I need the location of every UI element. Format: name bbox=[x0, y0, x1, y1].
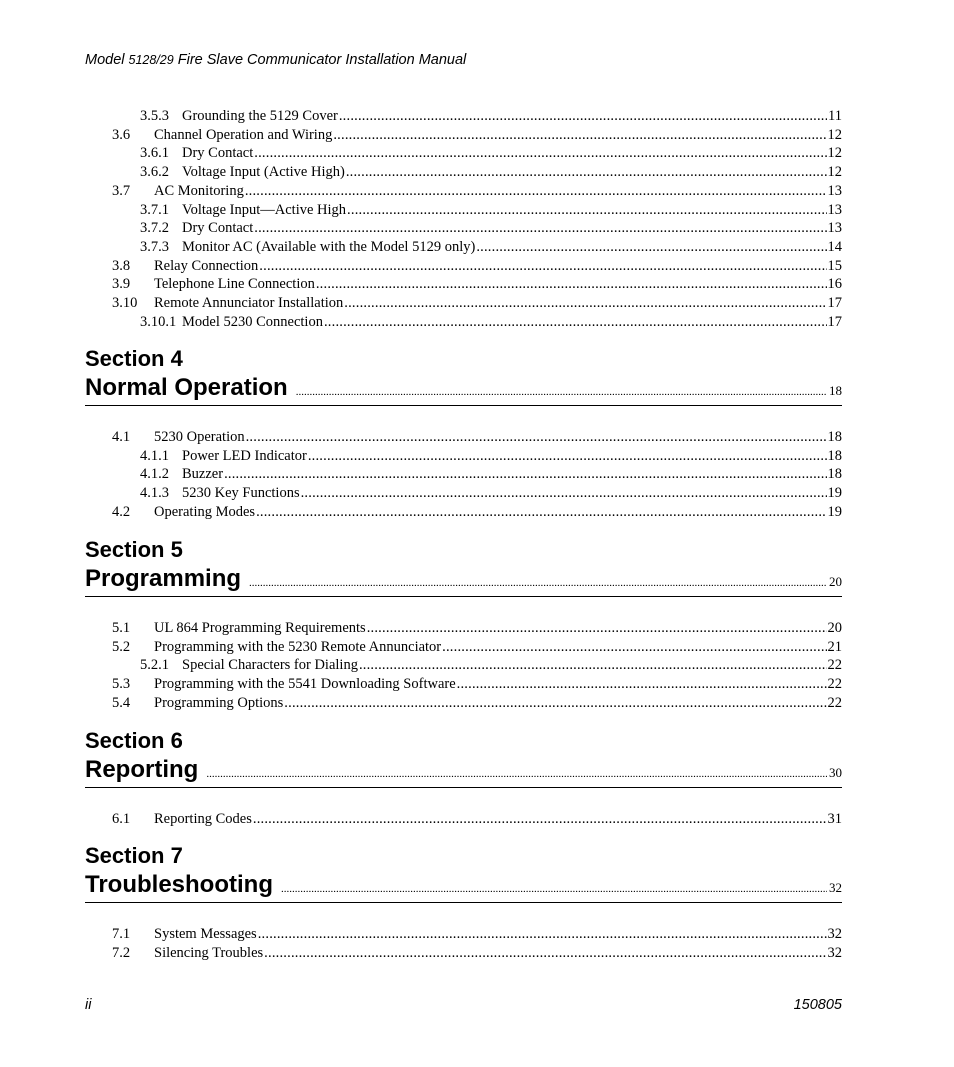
toc-entry-number: 4.1.2 bbox=[140, 466, 169, 483]
section-title: Programming bbox=[85, 565, 242, 592]
toc-entry-page: 18 bbox=[827, 447, 842, 464]
toc-entry[interactable] bbox=[112, 503, 842, 522]
toc-entry-page: 17 bbox=[827, 313, 842, 330]
dot-leader bbox=[359, 656, 827, 675]
header-title: Fire Slave Communicator Installation Manual bbox=[177, 52, 467, 68]
toc-entry-title: Monitor AC (Available with the Model 5129 only) bbox=[182, 238, 476, 255]
toc-entry[interactable] bbox=[112, 182, 842, 201]
dot-leader bbox=[259, 257, 826, 276]
toc-entry-page: 31 bbox=[827, 811, 842, 827]
toc-entry[interactable] bbox=[140, 163, 842, 182]
toc-entry-page: 18 bbox=[827, 429, 842, 445]
dot-leader bbox=[224, 465, 826, 484]
dot-leader bbox=[246, 428, 827, 447]
dot-leader bbox=[249, 568, 827, 598]
toc-entry-number: 4.1 bbox=[112, 429, 131, 445]
toc-entry-number: 3.8 bbox=[112, 257, 131, 274]
toc-entry-page: 12 bbox=[827, 164, 842, 181]
toc-entry[interactable] bbox=[140, 447, 842, 466]
toc-entry-number: 3.6.1 bbox=[140, 145, 169, 162]
dot-leader bbox=[256, 503, 826, 522]
toc-entry[interactable] bbox=[112, 428, 842, 447]
toc-entry-page: 14 bbox=[827, 238, 842, 255]
toc-entry-number: 7.1 bbox=[112, 926, 131, 942]
section-page: 20 bbox=[829, 574, 842, 589]
dot-leader bbox=[206, 759, 827, 789]
toc-entry-number: 4.1.3 bbox=[140, 485, 169, 502]
toc-entry-title: Reporting Codes bbox=[154, 811, 252, 827]
toc-entry-title: Programming with the 5230 Remote Annunciator bbox=[154, 638, 442, 655]
toc-entry-title: Programming with the 5541 Downloading Software bbox=[154, 676, 456, 693]
section-label: Section 5 bbox=[85, 537, 183, 562]
toc-entry[interactable] bbox=[112, 294, 842, 313]
toc-entry[interactable] bbox=[140, 219, 842, 238]
toc-entry-page: 19 bbox=[827, 503, 842, 520]
toc-entry-title: Operating Modes bbox=[154, 503, 256, 520]
section-page: 32 bbox=[829, 880, 842, 895]
toc-entry-number: 3.7.1 bbox=[140, 201, 169, 218]
toc-entry[interactable] bbox=[112, 810, 842, 829]
toc-entry-number: 5.4 bbox=[112, 694, 131, 711]
toc-entry-number: 3.7.3 bbox=[140, 238, 169, 255]
toc-entry-page: 32 bbox=[827, 926, 842, 942]
toc-entry-page: 20 bbox=[827, 620, 842, 636]
toc-entry-title: Special Characters for Dialing bbox=[182, 657, 358, 674]
section-page: 18 bbox=[829, 383, 842, 398]
toc-entry-title: AC Monitoring bbox=[154, 182, 244, 199]
toc-entry-page: 12 bbox=[827, 126, 842, 143]
toc-entry-page: 15 bbox=[827, 257, 842, 274]
toc-entry-title: UL 864 Programming Requirements bbox=[154, 620, 366, 636]
toc-entry-title: Power LED Indicator bbox=[182, 447, 307, 464]
dot-leader bbox=[308, 447, 827, 466]
toc-entry-title: Grounding the 5129 Cover bbox=[182, 108, 338, 124]
toc-entry-page: 13 bbox=[827, 201, 842, 218]
toc-entry[interactable] bbox=[140, 484, 842, 503]
toc-entry[interactable] bbox=[140, 144, 842, 163]
toc-entry-page: 22 bbox=[827, 676, 842, 693]
toc-entry[interactable] bbox=[112, 638, 842, 657]
toc-entry-page: 18 bbox=[827, 466, 842, 483]
toc-entry-number: 7.2 bbox=[112, 944, 131, 961]
running-header bbox=[85, 52, 466, 68]
toc-entry[interactable] bbox=[112, 925, 842, 944]
toc-entry-title: Buzzer bbox=[182, 466, 224, 483]
dot-leader bbox=[324, 313, 827, 332]
dot-leader bbox=[344, 294, 826, 313]
section-heading[interactable] bbox=[85, 842, 842, 903]
toc-entry-page: 22 bbox=[827, 694, 842, 711]
toc-entry-title: 5230 Key Functions bbox=[182, 485, 300, 502]
toc-entry-title: 5230 Operation bbox=[154, 429, 245, 445]
dot-leader bbox=[339, 107, 827, 126]
toc-entry-number: 3.5.3 bbox=[140, 108, 169, 124]
toc-entry-title: Programming Options bbox=[154, 694, 284, 711]
dot-leader bbox=[457, 675, 827, 694]
toc-entry-page: 16 bbox=[827, 276, 842, 293]
section-heading[interactable] bbox=[85, 536, 842, 597]
section-label: Section 6 bbox=[85, 728, 183, 753]
section-heading[interactable] bbox=[85, 345, 842, 406]
toc-entry-number: 4.2 bbox=[112, 503, 131, 520]
toc-entry-title: Voltage Input—Active High bbox=[182, 201, 347, 218]
toc-entry-page: 12 bbox=[827, 145, 842, 162]
toc-entry[interactable] bbox=[140, 465, 842, 484]
toc-entry-number: 3.6 bbox=[112, 126, 131, 143]
dot-leader bbox=[296, 377, 827, 407]
dot-leader bbox=[347, 201, 826, 220]
toc-entry[interactable] bbox=[112, 675, 842, 694]
toc-entry-number: 3.6.2 bbox=[140, 164, 169, 181]
toc-entry-number: 4.1.1 bbox=[140, 447, 169, 464]
toc-entry-page: 13 bbox=[827, 220, 842, 237]
dot-leader bbox=[284, 694, 826, 713]
toc-entry-page: 13 bbox=[827, 182, 842, 199]
toc-entry[interactable] bbox=[112, 275, 842, 294]
toc-entry-number: 3.10 bbox=[112, 295, 138, 311]
toc-entry-page: 17 bbox=[827, 295, 842, 311]
toc-entry[interactable] bbox=[112, 257, 842, 276]
section-page: 30 bbox=[829, 765, 842, 780]
dot-leader bbox=[258, 925, 827, 944]
dot-leader bbox=[367, 619, 827, 638]
section-label: Section 7 bbox=[85, 843, 183, 868]
dot-leader bbox=[346, 163, 827, 182]
dot-leader bbox=[476, 238, 826, 257]
dot-leader bbox=[254, 144, 826, 163]
toc-entry-title: Dry Contact bbox=[182, 145, 254, 162]
toc-entry[interactable] bbox=[112, 619, 842, 638]
toc-entry-title: Dry Contact bbox=[182, 220, 254, 237]
toc-entry-number: 5.2 bbox=[112, 638, 131, 655]
dot-leader bbox=[442, 638, 826, 657]
toc-entry[interactable] bbox=[112, 126, 842, 145]
section-label: Section 4 bbox=[85, 346, 183, 371]
dot-leader bbox=[245, 182, 827, 201]
toc-entry-number: 3.10.1 bbox=[140, 313, 177, 330]
dot-leader bbox=[301, 484, 827, 503]
toc-entry-title: Voltage Input (Active High) bbox=[182, 164, 345, 181]
toc-entry-page: 19 bbox=[827, 485, 842, 502]
toc-entry-number: 3.9 bbox=[112, 276, 131, 293]
toc-entry-title: Channel Operation and Wiring bbox=[154, 126, 333, 143]
toc-entry-title: Telephone Line Connection bbox=[154, 276, 315, 293]
toc-entry[interactable] bbox=[140, 313, 842, 332]
section-title: Reporting bbox=[85, 756, 199, 783]
toc-entry-number: 3.7 bbox=[112, 182, 131, 199]
toc-entry[interactable] bbox=[140, 201, 842, 220]
toc-entry-page: 22 bbox=[827, 657, 842, 674]
section-title: Troubleshooting bbox=[85, 871, 273, 898]
toc-entry-title: Silencing Troubles bbox=[154, 944, 264, 961]
toc-entry-number: 3.7.2 bbox=[140, 220, 169, 237]
toc-entry-number: 5.3 bbox=[112, 676, 131, 693]
dot-leader bbox=[254, 219, 826, 238]
toc-entry-title: Model 5230 Connection bbox=[182, 313, 323, 330]
dot-leader bbox=[264, 944, 826, 963]
toc-entry-page: 21 bbox=[827, 638, 842, 655]
toc-entry[interactable] bbox=[112, 694, 842, 713]
header-model: Model bbox=[85, 52, 125, 68]
dot-leader bbox=[333, 126, 826, 145]
header-model-number: 5128/29 bbox=[128, 53, 174, 67]
page-number: ii bbox=[85, 997, 92, 1013]
section-title: Normal Operation bbox=[85, 374, 288, 401]
document-number: 150805 bbox=[793, 997, 842, 1013]
toc-entry[interactable] bbox=[140, 107, 842, 126]
toc-entry[interactable] bbox=[112, 944, 842, 963]
dot-leader bbox=[316, 275, 827, 294]
toc-entry-page: 32 bbox=[827, 944, 842, 961]
toc-entry-number: 6.1 bbox=[112, 811, 131, 827]
toc-entry[interactable] bbox=[140, 656, 842, 675]
toc-entry-number: 5.1 bbox=[112, 620, 131, 636]
toc-entry-number: 5.2.1 bbox=[140, 657, 169, 674]
toc-entry-title: Relay Connection bbox=[154, 257, 259, 274]
toc-entry-title: Remote Annunciator Installation bbox=[154, 295, 344, 311]
toc-entry-page: 11 bbox=[828, 108, 842, 124]
toc-entry-title: System Messages bbox=[154, 926, 257, 942]
dot-leader bbox=[281, 874, 827, 904]
section-heading[interactable] bbox=[85, 727, 842, 788]
toc-entry[interactable] bbox=[140, 238, 842, 257]
dot-leader bbox=[253, 810, 827, 829]
